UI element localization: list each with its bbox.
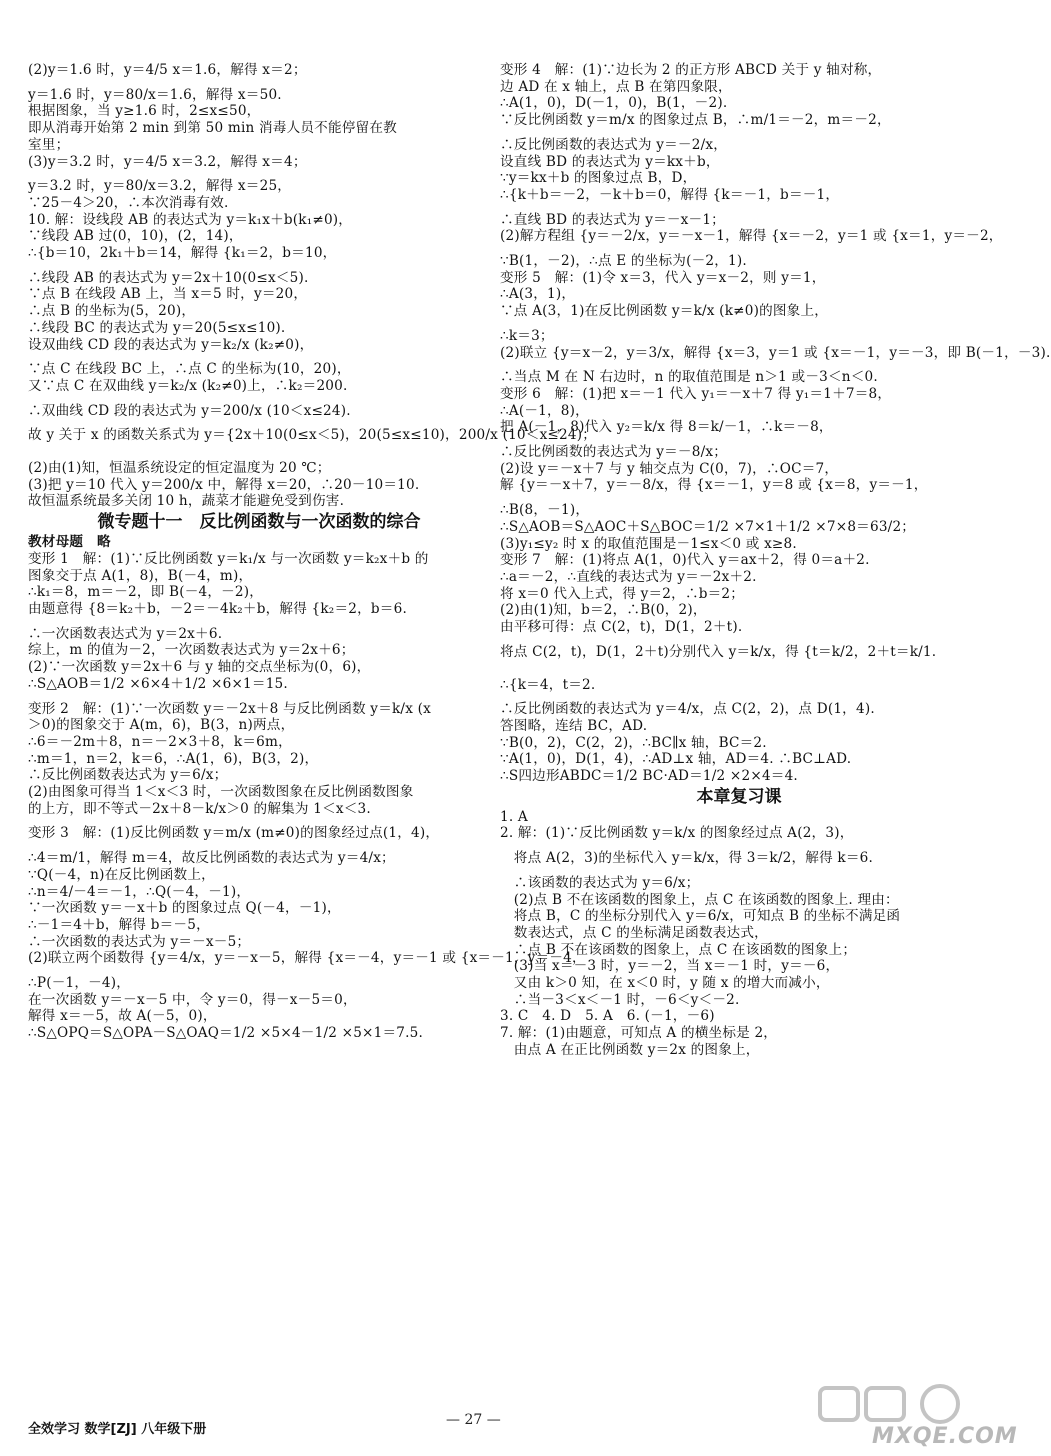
spacer: [500, 245, 978, 253]
text-line: ∴k₁＝8，m＝－2，即 B(－4，－2)，: [28, 584, 264, 601]
text-line: 由平移可得：点 C(2，t)，D(1，2＋t).: [500, 619, 743, 636]
text-line: ∵25－4＞20，∴本次消毒有效.: [28, 194, 229, 211]
text-line: ∴线段 BC 的表达式为 y＝20(5≤x≤10).: [28, 319, 286, 336]
text-line: ∴{b＝10，2k₁＋b＝14，解得 {k₁＝2，b＝10，: [28, 245, 337, 262]
text-line: 10. 解：设线段 AB 的表达式为 y＝k₁x＋b(k₁≠0)，: [28, 211, 353, 228]
text-line: 解得 x＝－5，故 A(－5，0)，: [28, 1008, 217, 1025]
text-line: 故恒温系统最多关闭 10 h，蔬菜才能避免受到伤害.: [28, 493, 345, 510]
text-line: 变形 3 解：(1)反比例函数 y＝m/x (m≠0)的图象经过点(1，4)，: [28, 825, 440, 842]
spacer: [500, 494, 978, 502]
text-line: y＝3.2 时，y＝80/x＝3.2，解得 x＝25，: [28, 178, 292, 195]
text-line: ∴当－3＜x＜－1 时，－6＜y＜－2.: [500, 991, 740, 1008]
text-line: 把 A(－1，8)代入 y₂＝k/x 得 8＝k/－1，∴k＝－8，: [500, 419, 833, 436]
text-line: ∴{k＝4，t＝2.: [500, 676, 596, 693]
text-line: ∴A(1，0)，D(－1，0)，B(1，－2).: [500, 95, 728, 112]
footer-book-title: 全效学习 数学[ZJ] 八年级下册: [28, 1422, 207, 1437]
text-line: 解 {y＝－x＋7，y＝－8/x，得 {x＝－1，y＝8 或 {x＝8，y＝－1，: [500, 477, 928, 494]
text-line: 由点 A 在正比例函数 y＝2x 的图象上，: [500, 1041, 760, 1058]
text-line: ＞0)的图象交于 A(m，6)，B(3，n)两点，: [28, 717, 295, 734]
spacer: [28, 395, 490, 403]
text-line: ∵Q(－4，n)在反比例函数上，: [28, 866, 215, 883]
text-line: ∴A(3，1)，: [500, 286, 576, 303]
text-line: ∴点 B 的坐标为(5，20)，: [28, 303, 196, 320]
spacer: [500, 320, 978, 328]
text-line: 1. A: [500, 808, 528, 825]
text-line: 数表达式，点 C 的坐标满足函数表达式，: [500, 924, 768, 941]
text-line: 变形 1 解：(1)∵反比例函数 y＝k₁/x 与一次函数 y＝k₂x＋b 的: [28, 550, 429, 567]
spacer: [28, 444, 490, 452]
section-title: 本章复习课: [696, 786, 782, 807]
spacer: [500, 842, 978, 850]
text-line: ∴线段 AB 的表达式为 y＝2x＋10(0≤x＜5).: [28, 269, 309, 286]
text-line: ∴反比例函数的表达式为 y＝－8/x；: [500, 444, 728, 461]
text-line: (3)把 y＝10 代入 y＝200/x 中，解得 x＝20，∴20－10＝10.: [28, 476, 420, 493]
text-line: 故 y 关于 x 的函数关系式为 y＝{2x＋10(0≤x＜5)，20(5≤x≤10)，200/x (10＜x≤24)；: [28, 427, 597, 444]
spacer: [28, 967, 490, 975]
spacer: [28, 693, 490, 701]
text-line: ∴反比例函数的表达式为 y＝－2/x，: [500, 136, 728, 153]
spacer: [28, 262, 490, 270]
text-line: ∴－1＝4＋b，解得 b＝－5，: [28, 916, 210, 933]
text-line: (2)解方程组 {y＝－2/x，y＝－x－1，解得 {x＝－2，y＝1 或 {x＝1，y＝－2，: [500, 228, 1003, 245]
text-line: 的上方，即不等式－2x＋8－k/x＞0 的解集为 1＜x＜3.: [28, 800, 371, 817]
text-line: 又∵点 C 在双曲线 y＝k₂/x (k₂≠0)上，∴k₂＝200.: [28, 377, 348, 394]
text-line: ∴S△AOB＝S△AOC＋S△BOC＝1/2 ×7×1＋1/2 ×7×8＝63/2；: [500, 518, 916, 535]
text-line: ∵点 A(3，1)在反比例函数 y＝k/x (k≠0)的图象上，: [500, 303, 829, 320]
text-line: 答图略，连结 BC，AD.: [500, 717, 648, 734]
watermark-text: MXQE.COM: [872, 1424, 1018, 1449]
text-line: (2)由(1)知，恒温系统设定的恒定温度为 20 ℃；: [28, 460, 331, 477]
sub-heading: 教材母题 略: [28, 534, 111, 551]
text-line: ∵一次函数 y＝－x＋b 的图象过点 Q(－4，－1)，: [28, 900, 341, 917]
spacer: [500, 129, 978, 137]
text-line: ∵线段 AB 过(0，10)，(2，14)，: [28, 228, 243, 245]
text-line: ∵反比例函数 y＝m/x 的图象过点 B，∴m/1＝－2，m＝－2，: [500, 112, 891, 129]
text-line: 3. C 4. D 5. A 6. (－1，－6): [500, 1008, 715, 1025]
text-line: (2)点 B 不在该函数的图象上，点 C 在该函数的图象上. 理由：: [500, 891, 899, 908]
text-line: 边 AD 在 x 轴上，点 B 在第四象限，: [500, 78, 732, 95]
text-line: ∴反比例函数的表达式为 y＝4/x，点 C(2，2)，点 D(1，4).: [500, 701, 875, 718]
text-line: ∵点 B 在线段 AB 上，当 x＝5 时，y＝20，: [28, 286, 308, 303]
watermark: [812, 1382, 1018, 1452]
text-line: (2)∵一次函数 y＝2x＋6 与 y 轴的交点坐标为(0，6)，: [28, 659, 371, 676]
text-line: ∴m＝1，n＝2，k＝6，∴A(1，6)，B(3，2)，: [28, 750, 319, 767]
spacer: [500, 669, 978, 677]
text-line: ∵A(1，0)，D(1，4)，∴AD⊥x 轴，AD＝4. ∴BC⊥AD.: [500, 751, 852, 768]
page-number: — 27 —: [446, 1412, 501, 1428]
text-line: (2)联立 {y＝x－2，y＝3/x，解得 {x＝3，y＝1 或 {x＝－1，y＝－3，即 B(－1，－3).: [500, 344, 1051, 361]
text-line: ∴双曲线 CD 段的表达式为 y＝200/x (10＜x≤24).: [28, 402, 351, 419]
text-line: ∴{k＋b＝－2，－k＋b＝0，解得 {k＝－1，b＝－1，: [500, 186, 840, 203]
text-line: 将点 C(2，t)，D(1，2＋t)分别代入 y＝k/x，得 {t＝k/2，2＋t＝k/1.: [500, 643, 937, 660]
text-line: (2)由(1)知，b＝2，∴B(0，2)，: [500, 602, 707, 619]
text-line: ∴直线 BD 的表达式为 y＝－x－1；: [500, 211, 725, 228]
text-line: 图象交于点 A(1，8)，B(－4，m)，: [28, 567, 253, 584]
spacer: [500, 867, 978, 875]
text-line: ∴A(－1，8)，: [500, 402, 589, 419]
text-line: 变形 2 解：(1)∵一次函数 y＝－2x＋8 与反比例函数 y＝k/x (x: [28, 700, 431, 717]
text-line: 即从消毒开始第 2 min 到第 50 min 消毒人员不能停留在教: [28, 120, 397, 137]
text-line: ∴B(8，－1)，: [500, 502, 590, 519]
text-line: 根据图象，当 y≥1.6 时，2≤x≤50，: [28, 103, 261, 120]
text-line: 由题意得 {8＝k₂＋b，－2＝－4k₂＋b，解得 {k₂＝2，b＝6.: [28, 600, 407, 617]
text-line: ∴6＝－2m＋8，n＝－2×3＋8，k＝6m，: [28, 733, 292, 750]
spacer: [500, 204, 978, 212]
text-line: 在一次函数 y＝－x－5 中，令 y＝0，得－x－5＝0，: [28, 991, 357, 1008]
spacer: [28, 170, 490, 178]
text-line: ∴n＝4/－4＝－1，∴Q(－4，－1)，: [28, 883, 251, 900]
watermark-logo-icon: [812, 1382, 988, 1426]
text-line: ∴S△AOB＝1/2 ×6×4＋1/2 ×6×1＝15.: [28, 675, 288, 692]
text-line: ∴当点 M 在 N 右边时，n 的取值范围是 n＞1 或－3＜n＜0.: [500, 369, 878, 386]
text-line: 变形 7 解：(1)将点 A(1，0)代入 y＝ax＋2，得 0＝a＋2.: [500, 552, 870, 569]
section-title: 微专题十一 反比例函数与一次函数的综合: [97, 512, 421, 533]
text-line: ∵B(1，－2)，∴点 E 的坐标为(－2，1).: [500, 253, 747, 270]
text-line: ∵点 C 在线段 BC 上，∴点 C 的坐标为(10，20)，: [28, 361, 351, 378]
text-line: (2)联立两个函数得 {y＝4/x，y＝－x－5，解得 {x＝－4，y＝－1 或 {x＝－1，y＝－4，: [28, 950, 586, 967]
text-line: 将 x＝0 代入上式，得 y＝2，∴b＝2；: [500, 585, 745, 602]
text-line: 7. 解：(1)由题意，可知点 A 的横坐标是 2，: [500, 1025, 778, 1042]
spacer: [500, 693, 978, 701]
text-line: ∴该函数的表达式为 y＝6/x；: [500, 874, 700, 891]
text-line: 将点 B，C 的坐标分别代入 y＝6/x，可知点 B 的坐标不满足函: [500, 908, 901, 925]
text-line: 设双曲线 CD 段的表达式为 y＝k₂/x (k₂≠0)，: [28, 336, 314, 353]
text-line: ∴一次函数表达式为 y＝2x＋6.: [28, 625, 223, 642]
text-line: 综上，m 的值为－2，一次函数表达式为 y＝2x＋6；: [28, 642, 355, 659]
text-line: 将点 A(2，3)的坐标代入 y＝k/x，得 3＝k/2，解得 k＝6.: [500, 850, 873, 867]
text-line: (3)y＝3.2 时，y＝4/5 x＝3.2，解得 x＝4；: [28, 153, 307, 170]
text-line: (3)当 x＝－3 时，y＝－2，当 x＝－1 时，y＝－6，: [500, 958, 840, 975]
text-line: (2)由图象可得当 1＜x＜3 时，一次函数图象在反比例函数图象: [28, 784, 414, 801]
text-line: (2)设 y＝－x＋7 与 y 轴交点为 C(0，7)，∴OC＝7，: [500, 460, 839, 477]
text-line: 室里；: [28, 136, 70, 153]
text-line: ∵B(0，2)，C(2，2)，∴BC∥x 轴，BC＝2.: [500, 734, 767, 751]
text-line: ∴反比例函数表达式为 y＝6/x；: [28, 767, 228, 784]
spacer: [28, 618, 490, 626]
text-line: ∴a＝－2，∴直线的表达式为 y＝－2x＋2.: [500, 568, 757, 585]
text-line: ∴k＝3；: [500, 327, 554, 344]
spacer: [28, 79, 490, 87]
text-line: ∴4＝m/1，解得 m＝4，故反比例函数的表达式为 y＝4/x；: [28, 850, 395, 867]
text-line: (3)y₁≤y₂ 时 x 的取值范围是－1≤x＜0 或 x≥8.: [500, 535, 797, 552]
text-line: 又由 k＞0 知，在 x＜0 时，y 随 x 的增大而减小，: [500, 975, 830, 992]
text-line: y＝1.6 时，y＝80/x＝1.6，解得 x＝50.: [28, 86, 282, 103]
text-line: ∴P(－1，－4)，: [28, 975, 131, 992]
text-line: ∴S四边形ABDC＝1/2 BC·AD＝1/2 ×2×4＝4.: [500, 768, 798, 785]
text-line: ∴点 B 不在该函数的图象上，点 C 在该函数的图象上；: [500, 941, 857, 958]
text-line: 设直线 BD 的表达式为 y＝kx＋b，: [500, 153, 720, 170]
text-line: 变形 4 解：(1)∵边长为 2 的正方形 ABCD 关于 y 轴对称，: [500, 62, 882, 78]
right-column: [500, 62, 1051, 1059]
text-line: 2. 解：(1)∵反比例函数 y＝k/x 的图象经过点 A(2，3)，: [500, 825, 854, 842]
text-line: (2)y＝1.6 时，y＝4/5 x＝1.6，解得 x＝2；: [28, 62, 307, 78]
spacer: [500, 636, 978, 644]
spacer: [28, 452, 490, 460]
spacer: [500, 436, 978, 444]
text-line: ∵y＝kx＋b 的图象过点 B，D，: [500, 170, 697, 187]
spacer: [500, 661, 978, 669]
spacer: [28, 842, 490, 850]
text-line: ∴S△OPQ＝S△OPA－S△OAQ＝1/2 ×5×4－1/2 ×5×1＝7.5.: [28, 1025, 424, 1042]
text-line: 变形 6 解：(1)把 x＝－1 代入 y₁＝－x＋7 得 y₁＝1＋7＝8，: [500, 385, 892, 402]
text-line: 变形 5 解：(1)令 x＝3，代入 y＝x－2，则 y＝1，: [500, 269, 826, 286]
text-line: ∴一次函数的表达式为 y＝－x－5；: [28, 933, 251, 950]
